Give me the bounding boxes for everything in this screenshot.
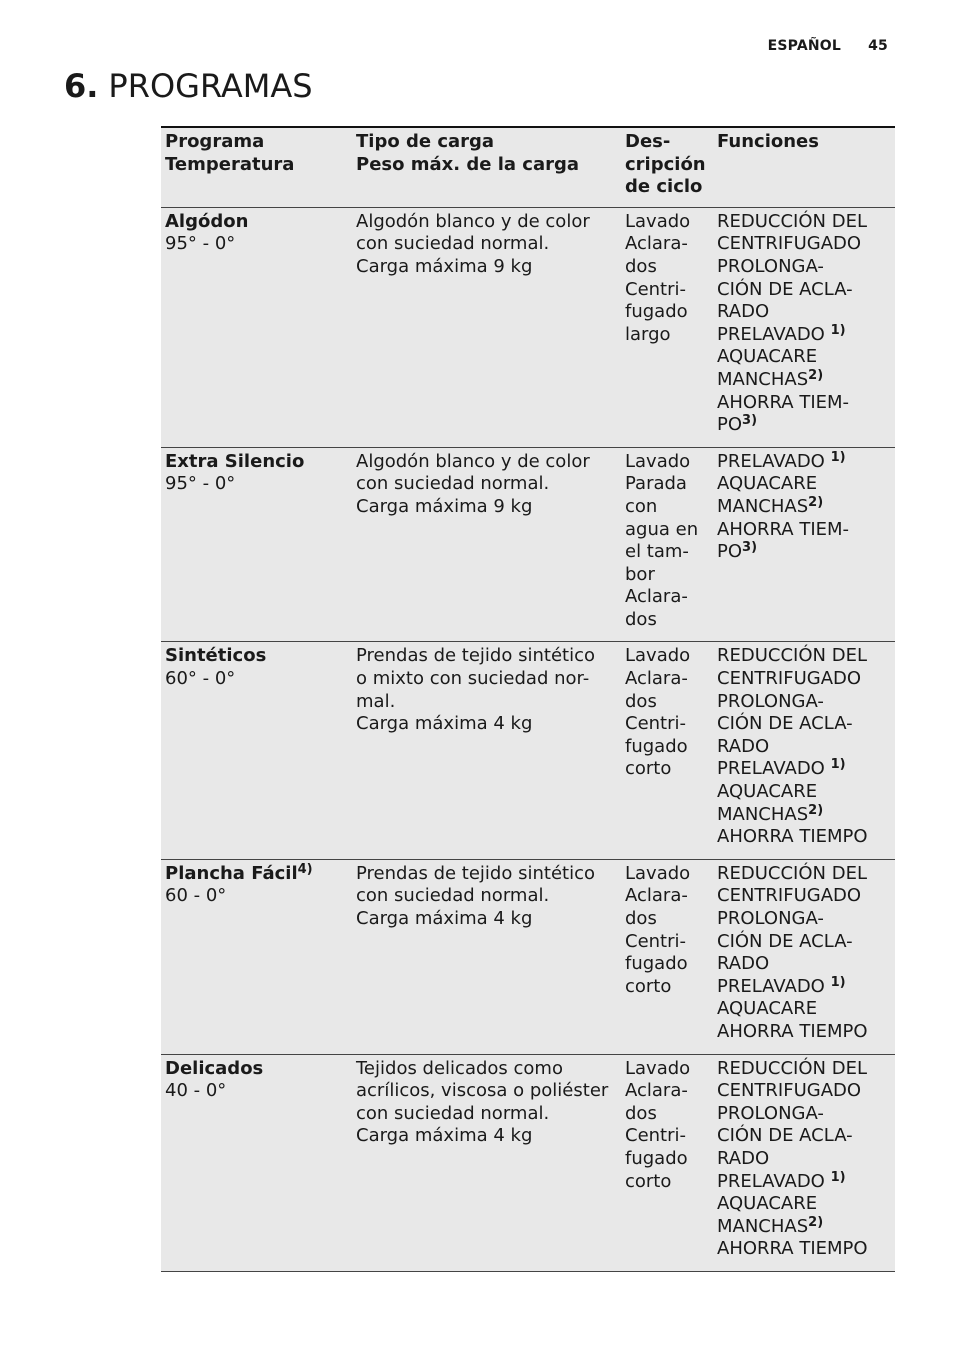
- function-line: [717, 953, 891, 976]
- function-text: MANCHAS: [717, 1215, 809, 1237]
- program-temperature: 60° - 0°: [165, 668, 236, 690]
- cycle-line: Lavado: [625, 862, 691, 884]
- function-text: PROLONGA-: [717, 690, 824, 712]
- cycle-cell: [621, 447, 713, 642]
- load-cell: [352, 1054, 621, 1271]
- program-name-line: [165, 451, 348, 474]
- cycle-line: Centri-: [625, 278, 687, 300]
- function-line: [717, 369, 891, 392]
- load-line: Carga máxima 4 kg: [356, 1125, 533, 1147]
- load-cell: [352, 642, 621, 859]
- cycle-line: dos: [625, 608, 657, 630]
- load-line: acrílicos, viscosa o poliéster: [356, 1080, 609, 1102]
- cycle-line: Centri-: [625, 1125, 687, 1147]
- cycle-line: Aclara-: [625, 233, 688, 255]
- function-text: REDUCCIÓN DEL: [717, 210, 867, 232]
- function-text: PROLONGA-: [717, 1102, 824, 1124]
- program-name: Sintéticos: [165, 645, 267, 667]
- cycle-line: Parada: [625, 473, 687, 495]
- footnote-ref: 2): [808, 494, 824, 510]
- header-line: Funciones: [717, 131, 819, 152]
- function-line: [717, 346, 891, 369]
- footnote-ref: 1): [830, 757, 846, 773]
- cycle-line: con: [625, 495, 658, 517]
- function-line: [717, 414, 891, 437]
- function-text: AHORRA TIEM-: [717, 391, 850, 413]
- function-line: [717, 301, 891, 324]
- program-name-line: [165, 645, 348, 668]
- function-text: CENTRIFUGADO: [717, 668, 862, 690]
- function-text: PRELAVADO: [717, 758, 831, 780]
- function-text: PRELAVADO: [717, 975, 831, 997]
- function-text: MANCHAS: [717, 368, 809, 390]
- program-cell: [161, 1054, 352, 1271]
- function-line: [717, 691, 891, 714]
- page-header: [768, 38, 888, 54]
- functions-cell: [713, 642, 895, 859]
- function-line: [717, 519, 891, 542]
- cycle-line: Lavado: [625, 645, 691, 667]
- load-cell: [352, 447, 621, 642]
- function-line: [717, 736, 891, 759]
- function-text: CIÓN DE ACLA-: [717, 713, 853, 735]
- function-text: CIÓN DE ACLA-: [717, 278, 853, 300]
- function-line: [717, 804, 891, 827]
- program-name: Extra Silencio: [165, 450, 305, 472]
- function-line: [717, 908, 891, 931]
- function-line: [717, 324, 891, 347]
- function-line: [717, 1125, 891, 1148]
- function-text: PO: [717, 414, 743, 436]
- table-row: [161, 859, 895, 1054]
- function-line: [717, 1216, 891, 1239]
- function-line: [717, 211, 891, 234]
- section-number: 6.: [64, 67, 99, 105]
- function-line: [717, 1171, 891, 1194]
- load-line: con suciedad normal.: [356, 473, 550, 495]
- cycle-line: corto: [625, 975, 672, 997]
- function-text: AHORRA TIEMPO: [717, 1238, 868, 1260]
- table-row: [161, 207, 895, 447]
- function-text: REDUCCIÓN DEL: [717, 862, 867, 884]
- header-line: Peso máx. de la carga: [356, 153, 580, 175]
- function-line: [717, 1148, 891, 1171]
- table-row: [161, 1054, 895, 1271]
- footnote-ref: 1): [830, 322, 846, 338]
- function-line: [717, 1021, 891, 1044]
- program-name-line: [165, 1058, 348, 1081]
- cycle-line: Aclara-: [625, 668, 688, 690]
- function-line: [717, 976, 891, 999]
- functions-cell: [713, 207, 895, 447]
- function-line: [717, 1193, 891, 1216]
- function-text: PO: [717, 541, 743, 563]
- header-line: Des-: [625, 131, 671, 152]
- cycle-line: el tam-: [625, 541, 689, 563]
- functions-cell: [713, 1054, 895, 1271]
- function-text: PRELAVADO: [717, 450, 831, 472]
- footnote-ref: 3): [742, 413, 758, 429]
- header-descripcion: [621, 127, 713, 207]
- load-line: o mixto con suciedad nor-: [356, 668, 590, 690]
- function-line: [717, 1103, 891, 1126]
- function-text: PRELAVADO: [717, 323, 831, 345]
- load-line: Algodón blanco y de color: [356, 210, 590, 232]
- cycle-line: fugado: [625, 735, 688, 757]
- cycle-line: agua en: [625, 518, 699, 540]
- cycle-line: fugado: [625, 953, 688, 975]
- function-line: [717, 931, 891, 954]
- function-text: AHORRA TIEMPO: [717, 826, 868, 848]
- program-name: Delicados: [165, 1057, 264, 1079]
- header-line: de ciclo: [625, 176, 703, 198]
- program-temperature: 95° - 0°: [165, 233, 236, 255]
- cycle-cell: [621, 859, 713, 1054]
- function-line: [717, 826, 891, 849]
- function-text: AHORRA TIEMPO: [717, 1020, 868, 1042]
- program-name-line: [165, 863, 348, 886]
- program-name-line: [165, 211, 348, 234]
- cycle-line: Centri-: [625, 713, 687, 735]
- cycle-line: dos: [625, 255, 657, 277]
- footnote-ref: 1): [830, 449, 846, 465]
- program-temperature: 60 - 0°: [165, 885, 227, 907]
- functions-cell: [713, 859, 895, 1054]
- function-text: CIÓN DE ACLA-: [717, 1125, 853, 1147]
- function-text: AQUACARE: [717, 781, 818, 803]
- function-text: CENTRIFUGADO: [717, 885, 862, 907]
- cycle-cell: [621, 207, 713, 447]
- cycle-line: Aclara-: [625, 586, 688, 608]
- program-cell: [161, 642, 352, 859]
- function-line: [717, 279, 891, 302]
- cycle-line: corto: [625, 1170, 672, 1192]
- functions-cell: [713, 447, 895, 642]
- header-line: Temperatura: [165, 153, 295, 175]
- header-funciones: [713, 127, 895, 207]
- cycle-line: Lavado: [625, 210, 691, 232]
- programs-table: [161, 126, 895, 1272]
- cycle-line: Aclara-: [625, 1080, 688, 1102]
- function-text: RADO: [717, 1147, 770, 1169]
- program-temperature: 95° - 0°: [165, 473, 236, 495]
- function-text: RADO: [717, 301, 770, 323]
- cycle-line: Lavado: [625, 450, 691, 472]
- function-line: [717, 1238, 891, 1261]
- function-line: [717, 256, 891, 279]
- function-text: PRELAVADO: [717, 1170, 831, 1192]
- function-text: AQUACARE: [717, 1193, 818, 1215]
- function-line: [717, 1058, 891, 1081]
- function-line: [717, 758, 891, 781]
- cycle-line: Centri-: [625, 930, 687, 952]
- footnote-ref: 4): [297, 861, 313, 877]
- cycle-line: dos: [625, 1102, 657, 1124]
- program-cell: [161, 207, 352, 447]
- table-header-row: [161, 127, 895, 207]
- function-text: AHORRA TIEM-: [717, 518, 850, 540]
- cycle-line: fugado: [625, 301, 688, 323]
- function-line: [717, 713, 891, 736]
- load-line: Carga máxima 4 kg: [356, 908, 533, 929]
- table-row: [161, 447, 895, 642]
- function-text: CIÓN DE ACLA-: [717, 930, 853, 952]
- program-name: Algódon: [165, 210, 249, 232]
- function-line: [717, 668, 891, 691]
- cycle-line: Lavado: [625, 1057, 691, 1079]
- function-line: [717, 998, 891, 1021]
- table-body: [161, 207, 895, 1271]
- function-line: [717, 233, 891, 256]
- footnote-ref: 2): [808, 802, 824, 818]
- load-line: Tejidos delicados como: [356, 1057, 563, 1079]
- program-cell: [161, 447, 352, 642]
- function-line: [717, 473, 891, 496]
- load-line: Carga máxima 4 kg: [356, 713, 533, 735]
- function-text: AQUACARE: [717, 346, 818, 368]
- load-line: mal.: [356, 690, 396, 712]
- cycle-line: corto: [625, 758, 672, 780]
- header-programa: [161, 127, 352, 207]
- program-temperature: 40 - 0°: [165, 1080, 227, 1102]
- function-text: REDUCCIÓN DEL: [717, 645, 867, 667]
- footnote-ref: 1): [830, 1169, 846, 1185]
- cycle-line: dos: [625, 690, 657, 712]
- function-line: [717, 392, 891, 415]
- footnote-ref: 2): [808, 367, 824, 383]
- load-line: con suciedad normal.: [356, 1102, 550, 1124]
- function-line: [717, 541, 891, 564]
- cycle-cell: [621, 1054, 713, 1271]
- program-name: Plancha Fácil: [165, 862, 298, 884]
- footnote-ref: 2): [808, 1214, 824, 1230]
- load-line: Carga máxima 9 kg: [356, 255, 533, 277]
- cycle-line: dos: [625, 908, 657, 929]
- section-title: [64, 62, 313, 110]
- function-text: REDUCCIÓN DEL: [717, 1057, 867, 1079]
- cycle-line: largo: [625, 323, 671, 345]
- function-text: MANCHAS: [717, 495, 809, 517]
- function-line: [717, 863, 891, 886]
- function-line: [717, 496, 891, 519]
- footnote-ref: 3): [742, 540, 758, 556]
- function-text: AQUACARE: [717, 473, 818, 495]
- function-line: [717, 451, 891, 474]
- function-line: [717, 781, 891, 804]
- table-row: [161, 642, 895, 859]
- header-tipo-de-carga: [352, 127, 621, 207]
- language-label: ESPAÑOL: [767, 38, 842, 54]
- function-text: AQUACARE: [717, 998, 818, 1020]
- load-line: Carga máxima 9 kg: [356, 495, 533, 517]
- load-cell: [352, 859, 621, 1054]
- cycle-cell: [621, 642, 713, 859]
- function-line: [717, 1080, 891, 1103]
- header-line: Tipo de carga: [356, 131, 495, 152]
- cycle-line: Aclara-: [625, 885, 688, 907]
- cycle-line: bor: [625, 563, 655, 585]
- load-line: Prendas de tejido sintético: [356, 645, 595, 667]
- load-line: con suciedad normal.: [356, 233, 550, 255]
- function-text: PROLONGA-: [717, 908, 824, 929]
- load-line: Prendas de tejido sintético: [356, 862, 595, 884]
- function-text: CENTRIFUGADO: [717, 233, 862, 255]
- header-line: Programa: [165, 131, 265, 152]
- section-title-text: PROGRAMAS: [108, 67, 313, 105]
- cycle-line: fugado: [625, 1147, 688, 1169]
- function-text: RADO: [717, 953, 770, 975]
- load-cell: [352, 207, 621, 447]
- function-line: [717, 645, 891, 668]
- function-line: [717, 885, 891, 908]
- function-text: CENTRIFUGADO: [717, 1080, 862, 1102]
- page-number: 45: [868, 38, 888, 54]
- function-text: MANCHAS: [717, 803, 809, 825]
- function-text: RADO: [717, 735, 770, 757]
- header-line: cripción: [625, 153, 706, 175]
- function-text: PROLONGA-: [717, 255, 824, 277]
- load-line: con suciedad normal.: [356, 885, 550, 907]
- footnote-ref: 1): [830, 974, 846, 990]
- load-line: Algodón blanco y de color: [356, 450, 590, 472]
- program-cell: [161, 859, 352, 1054]
